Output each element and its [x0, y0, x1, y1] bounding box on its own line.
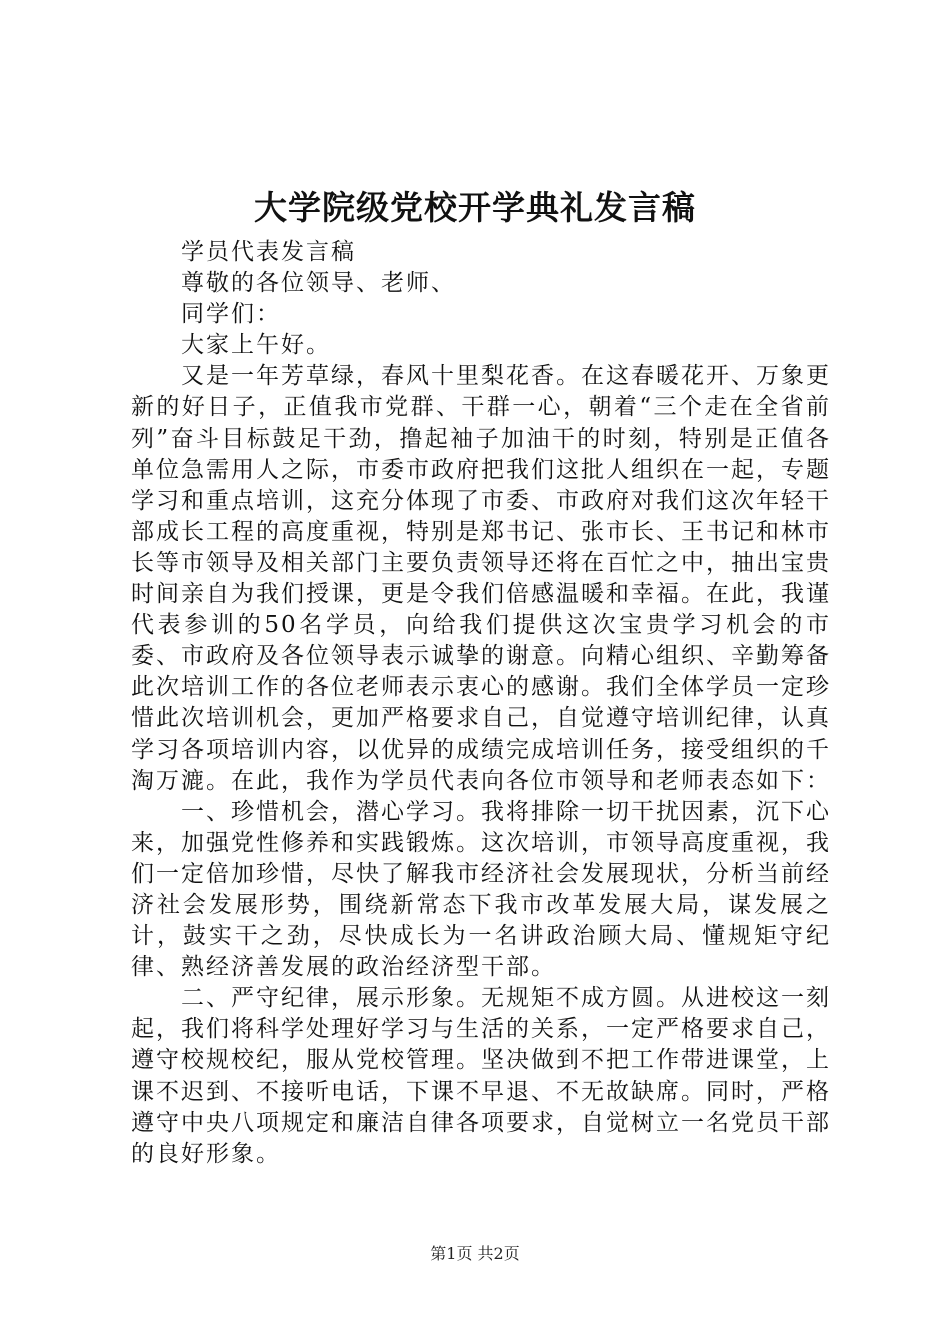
document-title: 大学院级党校开学典礼发言稿 [254, 188, 696, 227]
paragraph-salutation: 尊敬的各位领导、老师、 [181, 270, 456, 297]
paragraph-greeting: 大家上午好。 [181, 332, 331, 359]
paragraph-heading: 学员代表发言稿 [181, 239, 356, 265]
paragraph-salutation-cont: 同学们： [181, 301, 281, 328]
page-indicator: 第1页 共2页 [430, 1244, 520, 1263]
paragraph-intro: 又是一年芳草绿，春风十里梨花香。在这春暖花开、万象更新的好日子，正值我市党群、干群一心，朝着“三个走在全省前列”奋斗目标鼓足干劲，撸起袖子加油干的时刻，特别是正值各单位急需用人之际，市委市政府把我们这批人组织在一起，专题学习和重点培训，这充分体现了市委、市政府对我们这次年轻干部成长工程的高度重视，特别是郑书记、张市长、王书记和林市长等市领导及相关部门主要负责领导还将在百忙之中，抽出宝贵时间亲自为我们授课，更是令我们倍感温暖和幸福。在此，我谨代表参训的50名学员，向给我们提供这次宝贵学习机会的市委、市政府及各位领导表示诚挚的谢意。向精心组织、辛勤筹备此次培训工作的各位老师表示衷心的感谢。我们全体学员一定珍惜此次培训机会，更加严格要求自己，自觉遵守培训纪律，认真学习各项培训内容，以优异的成绩完成培训任务，接受组织的千淘万漉。在此，我作为学员代表向各位市领导和老师表态如下： [131, 363, 831, 794]
document-body [131, 237, 831, 1170]
paragraph-point-two: 二、严守纪律，展示形象。无规矩不成方圆。从进校这一刻起，我们将科学处理好学习与生活的关系，一定严格要求自己，遵守校规校纪，服从党校管理。坚决做到不把工作带进课堂，上课不迟到、不接听电话，下课不早退、不无故缺席。同时，严格遵守中央八项规定和廉洁自律各项要求，自觉树立一名党员干部的良好形象。 [131, 985, 831, 1167]
paragraph-point-one: 一、珍惜机会，潜心学习。我将排除一切干扰因素，沉下心来，加强党性修养和实践锻炼。这次培训，市领导高度重视，我们一定倍加珍惜，尽快了解我市经济社会发展现状，分析当前经济社会发展形势，围绕新常态下我市改革发展大局，谋发展之计，鼓实干之劲，尽快成长为一名讲政治顾大局、懂规矩守纪律、熟经济善发展的政治经济型干部。 [131, 798, 831, 981]
